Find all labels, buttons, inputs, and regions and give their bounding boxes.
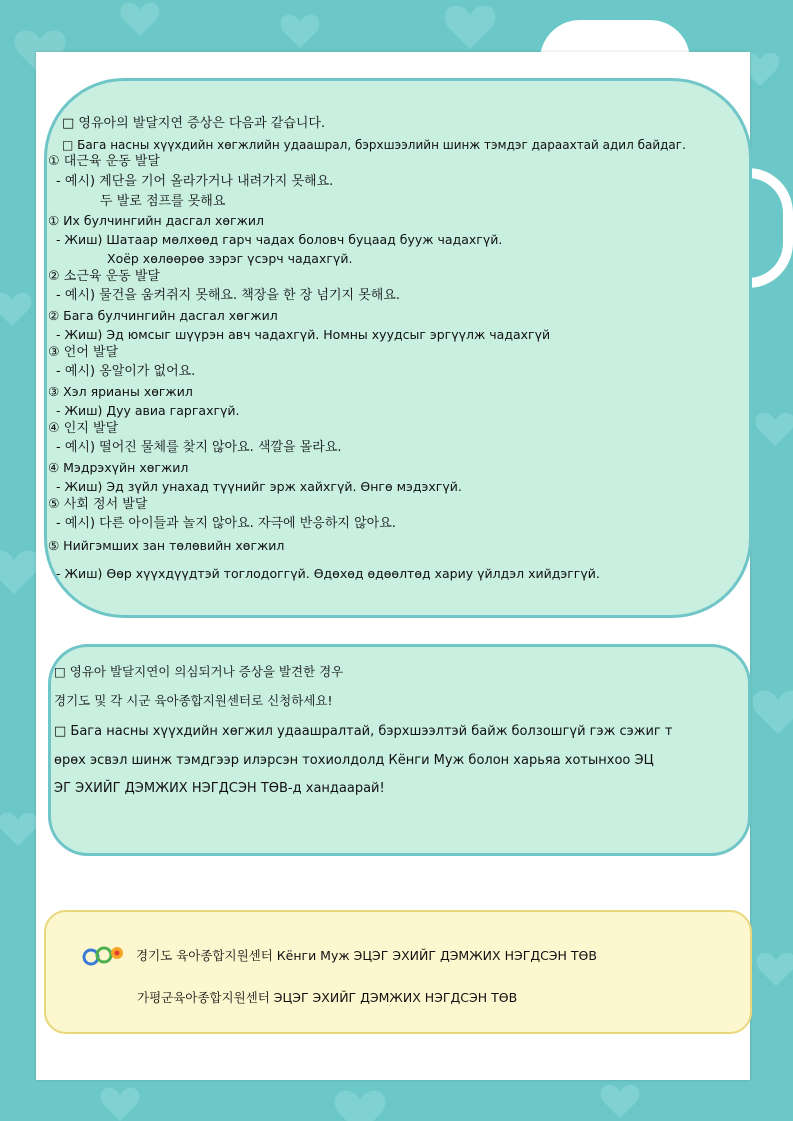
footer-line-2: 가평군육아종합지원센터 ЭЦЭГ ЭХИЙГ ДЭМЖИХ НЭГДСЭН ТӨВ xyxy=(137,990,518,1005)
list-item: - Жиш) Дуу авиа гаргахгүй. xyxy=(56,403,240,418)
list-heading: ⑤ Нийгэмших зан төлөвийн хөгжил xyxy=(48,538,285,553)
list-heading: ① 대근육 운동 발달 xyxy=(48,154,160,169)
contact-line-mn-3: ЭГ ЭХИЙГ ДЭМЖИХ НЭГДСЭН ТӨВ-д хандаарай! xyxy=(54,781,385,796)
list-item: - Жиш) Эд зүйл унахад түүнийг эрж хайхгүй. Өнгө мэдэхгүй. xyxy=(56,479,462,494)
symptoms-intro-ko: □ 영유아의 발달지연 증상은 다음과 같습니다. xyxy=(62,116,326,131)
symptoms-intro-mn: □ Бага насны хүүхдийн хөгжлийн удаашрал, бэрхшээлийн шинж тэмдэг дараахтай адил байдаг. xyxy=(62,138,686,152)
contact-line-mn-1: □ Бага насны хүүхдийн хөгжил удаашралтай, бэрхшээлтэй байж болзошгүй гэж сэжиг т xyxy=(54,724,673,739)
list-heading: ⑤ 사회 정서 발달 xyxy=(48,497,148,512)
footer-panel xyxy=(44,910,752,1034)
list-heading: ③ Хэл ярианы хөгжил xyxy=(48,384,193,399)
list-item: - Жиш) Эд юмсыг шүүрэн авч чадахгүй. Номны хуудсыг эргүүлж чадахгүй xyxy=(56,327,551,342)
list-item: - 예시) 옹알이가 없어요. xyxy=(56,364,196,379)
list-item: - Жиш) Шатаар мөлхөөд гарч чадах боловч буцаад бууж чадахгүй. xyxy=(56,232,503,247)
list-heading: ③ 언어 발달 xyxy=(48,345,119,360)
list-heading: ④ Мэдрэхүйн хөгжил xyxy=(48,460,189,475)
list-item: - Жиш) Өөр хүүхдүүдтэй тоглодоггүй. Өдөхөд өдөөлтөд хариу үйлдэл хийдэггүй. xyxy=(56,566,600,581)
list-item: - 예시) 떨어진 물체를 찾지 않아요. 색깔을 몰라요. xyxy=(56,440,342,455)
list-item: - 예시) 계단을 기어 올라가거나 내려가지 못해요. xyxy=(56,174,334,189)
list-item: 두 발로 점프를 못해요 xyxy=(100,194,226,209)
list-heading: ② Бага булчингийн дасгал хөгжил xyxy=(48,308,278,323)
contact-line-mn-2: өрөх эсвэл шинж тэмдгээр илэрсэн тохиолдолд Кёнги Муж болон харьяа хотынхоо ЭЦ xyxy=(54,753,654,768)
childcare-center-logo-icon xyxy=(82,943,126,967)
list-heading: ① Их булчингийн дасгал хөгжил xyxy=(48,213,264,228)
list-item: - 예시) 다른 아이들과 놀지 않아요. 자극에 반응하지 않아요. xyxy=(56,516,396,531)
contact-line-ko-2: 경기도 및 각 시군 육아종합지원센터로 신청하세요! xyxy=(54,693,333,708)
list-item: - 예시) 물건을 움켜쥐지 못해요. 책장을 한 장 넘기지 못해요. xyxy=(56,288,401,303)
list-heading: ② 소근육 운동 발달 xyxy=(48,269,160,284)
footer-line-1: 경기도 육아종합지원센터 Кёнги Муж ЭЦЭГ ЭХИЙГ ДЭМЖИХ НЭГДСЭН ТӨВ xyxy=(136,948,597,963)
list-heading: ④ 인지 발달 xyxy=(48,421,119,436)
list-item: Хоёр хөлөөрөө зэрэг үсэрч чадахгүй. xyxy=(107,251,353,266)
contact-line-ko-1: □ 영유아 발달지연이 의심되거나 증상을 발견한 경우 xyxy=(54,664,344,679)
